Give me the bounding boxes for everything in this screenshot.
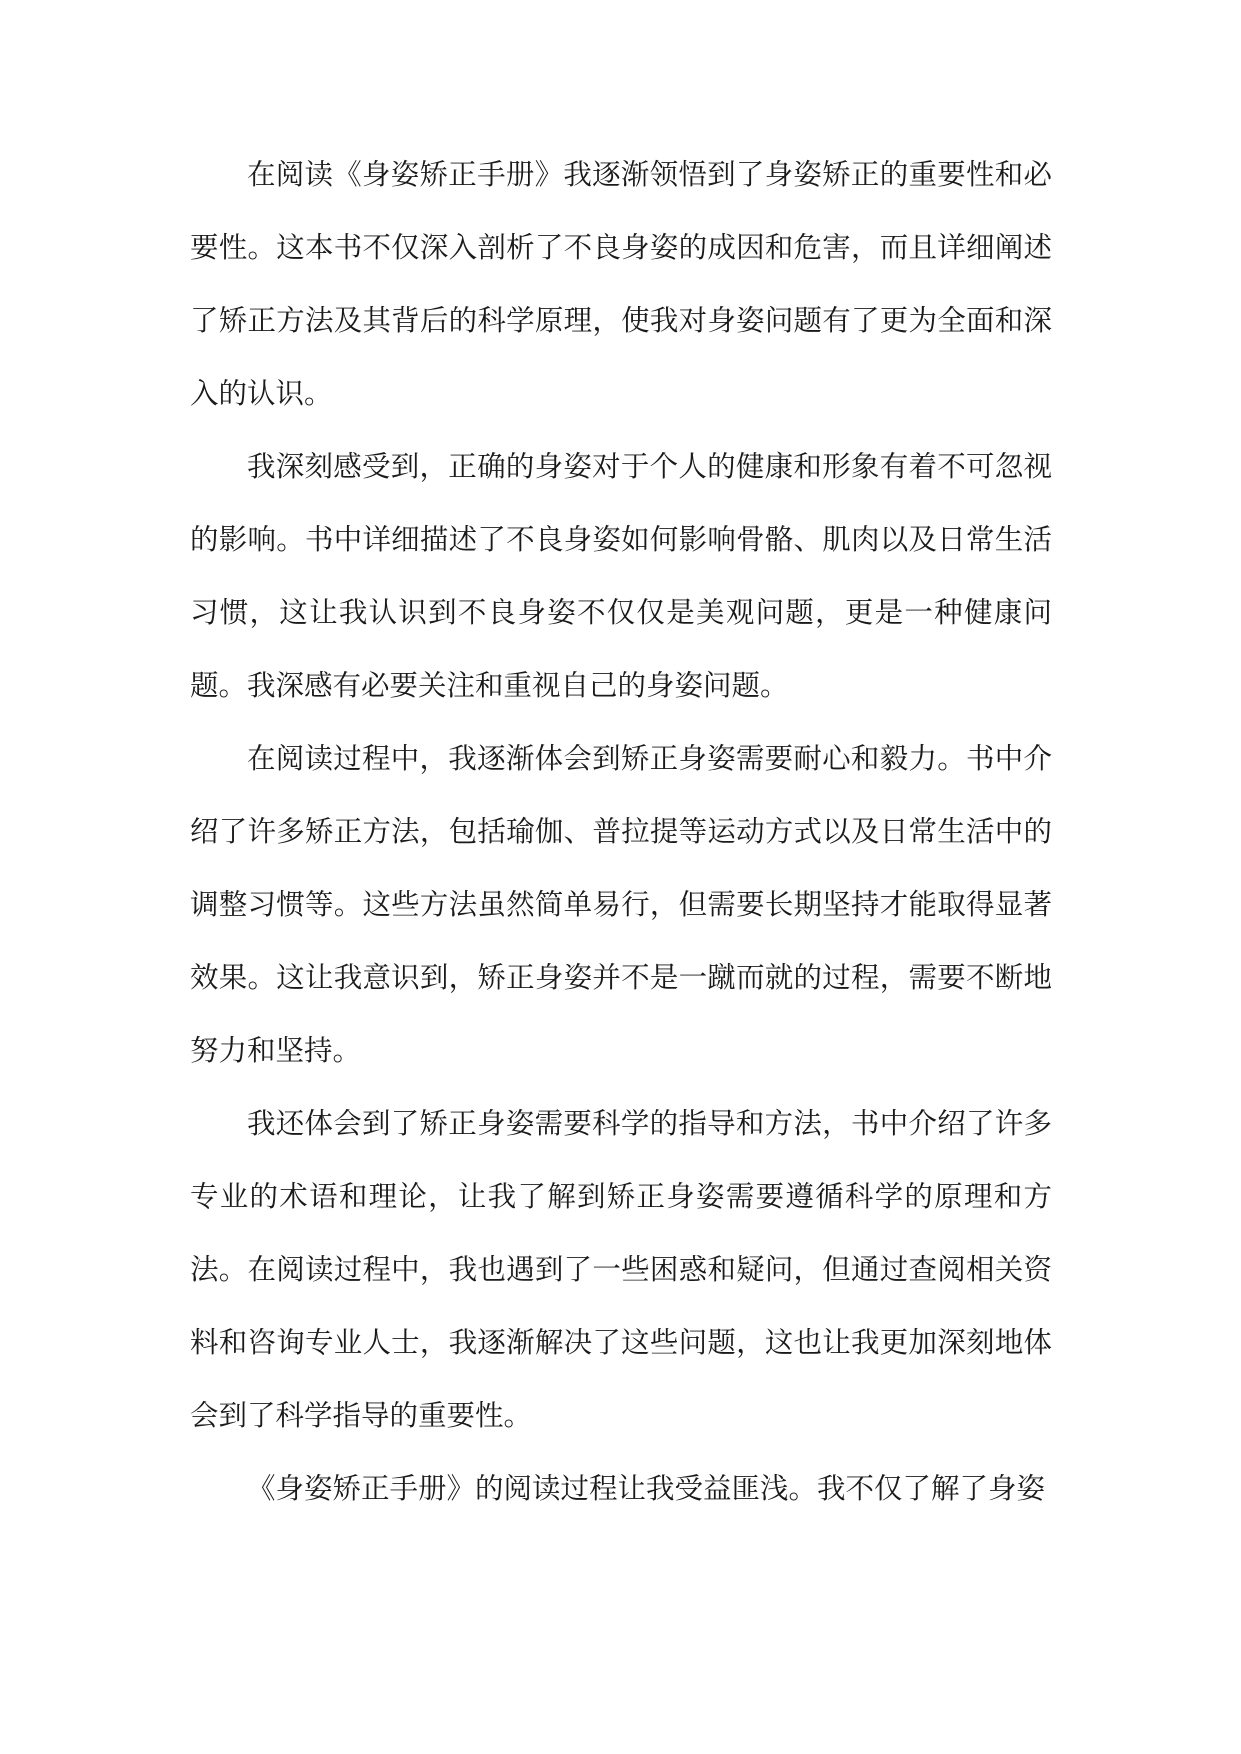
- paragraph-5: 《身姿矫正手册》的阅读过程让我受益匪浅。我不仅了解了身姿: [247, 1472, 1046, 1505]
- paragraph-2: 我深刻感受到，正确的身姿对于个人的健康和形象有着不可忽视的影响。书中详细描述了不良身姿如何影响骨骼、肌肉以及日常生活习惯，这让我认识到不良身姿不仅仅是美观问题，更是一种健康问题。我深感有必要关注和重视自己的身姿问题。: [190, 450, 1052, 702]
- paragraph-4: 我还体会到了矫正身姿需要科学的指导和方法，书中介绍了许多专业的术语和理论，让我了解到矫正身姿需要遵循科学的原理和方法。在阅读过程中，我也遇到了一些困惑和疑问，但通过查阅相关资料和咨询专业人士，我逐渐解决了这些问题，这也让我更加深刻地体会到了科学指导的重要性。: [190, 1107, 1052, 1432]
- paragraph-1: 在阅读《身姿矫正手册》我逐渐领悟到了身姿矫正的重要性和必要性。这本书不仅深入剖析了不良身姿的成因和危害，而且详细阐述了矫正方法及其背后的科学原理，使我对身姿问题有了更为全面和深入的认识。: [190, 158, 1052, 410]
- paragraph-3: 在阅读过程中，我逐渐体会到矫正身姿需要耐心和毅力。书中介绍了许多矫正方法，包括瑜伽、普拉提等运动方式以及日常生活中的调整习惯等。这些方法虽然简单易行，但需要长期坚持才能取得显著效果。这让我意识到，矫正身姿并不是一蹴而就的过程，需要不断地努力和坚持。: [190, 742, 1052, 1067]
- document-body: [190, 138, 1052, 1525]
